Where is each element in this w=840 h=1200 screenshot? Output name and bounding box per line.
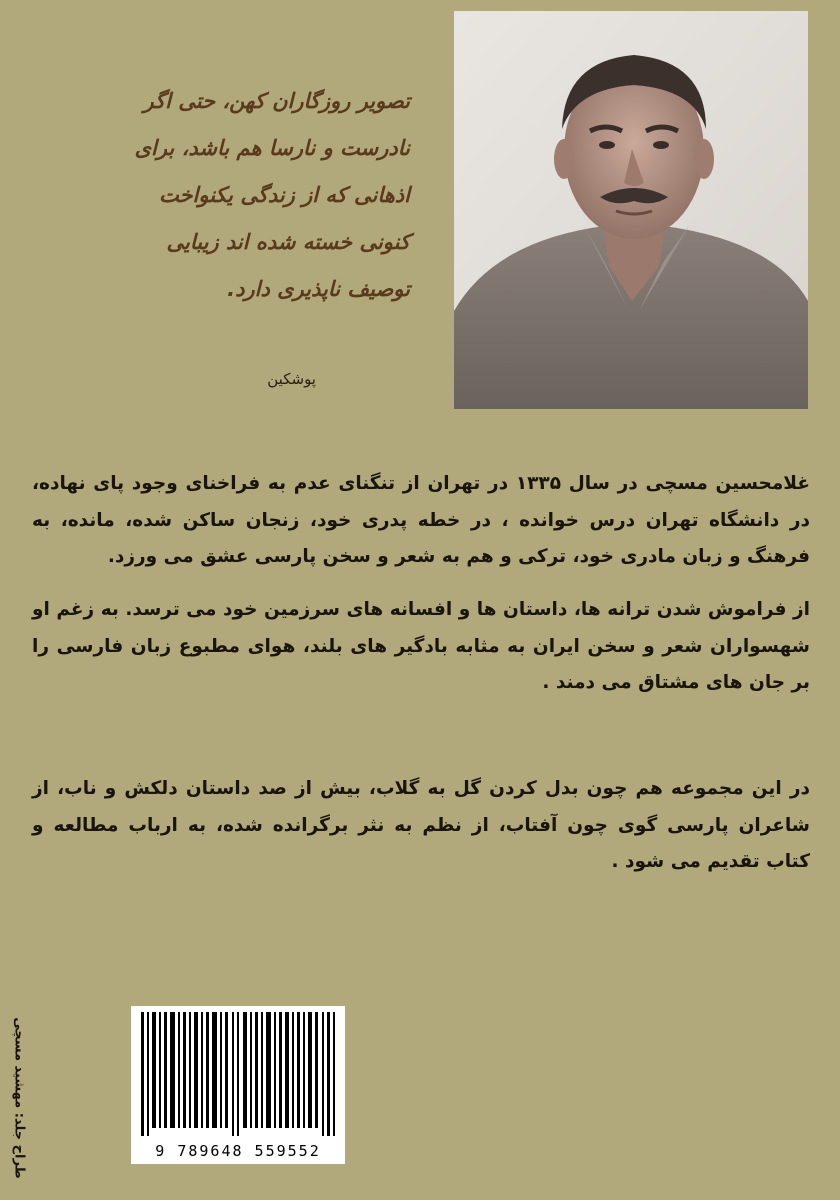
bio-paragraph-2: از فراموش شدن ترانه ها، داستان ها و افسانه های سرزمین خود می ترسد. به زغم او شهسواران شعر و سخن ایران به مثابه بادگیر های بلند، هوای مطبوع زبان فارسی را بر جان های مشتاق می دمند . — [32, 599, 810, 693]
quote-line: اذهانی که از زندگی یکنواخت — [158, 183, 410, 207]
barcode-bars — [139, 1012, 337, 1136]
epigraph-quote — [40, 78, 410, 313]
isbn-barcode — [131, 1006, 345, 1164]
bio-paragraph-1: غلامحسین مسچی در سال ۱۳۳۵ در تهران از تنگنای عدم به فراخنای وجود پای نهاده، در دانشگاه تهران درس خوانده ، در خطه پدری خود، زنجان ساکن شده، مانده، به فرهنگ و زبان مادری خود، ترکی و هم به شعر و سخن پارسی عشق می ورزد. — [32, 473, 810, 567]
cover-designer-credit — [8, 1010, 30, 1186]
quote-author: پوشکین — [267, 370, 316, 388]
quote-line: نادرست و نارسا هم باشد، برای — [134, 136, 410, 160]
quote-line: تصویر روزگاران کهن، حتی اگر — [143, 89, 410, 113]
quote-line: توصیف ناپذیری دارد. — [227, 277, 410, 301]
author-photo — [454, 11, 808, 409]
bio-paragraph-3: در این مجموعه هم چون بدل کردن گل به گلاب، بیش از صد داستان دلکش و ناب، از شاعران پارسی گوی چون آفتاب، از نظم به نثر برگرانده شده، به ارباب مطالعه و کتاب تقدیم می شود . — [32, 778, 810, 872]
isbn-digits: 9 789648 559552 — [155, 1142, 321, 1160]
credit-text: طراح جلد: مهشید مسچی — [11, 1017, 27, 1179]
quote-line: کنونی خسته شده اند زیبایی — [166, 230, 410, 254]
